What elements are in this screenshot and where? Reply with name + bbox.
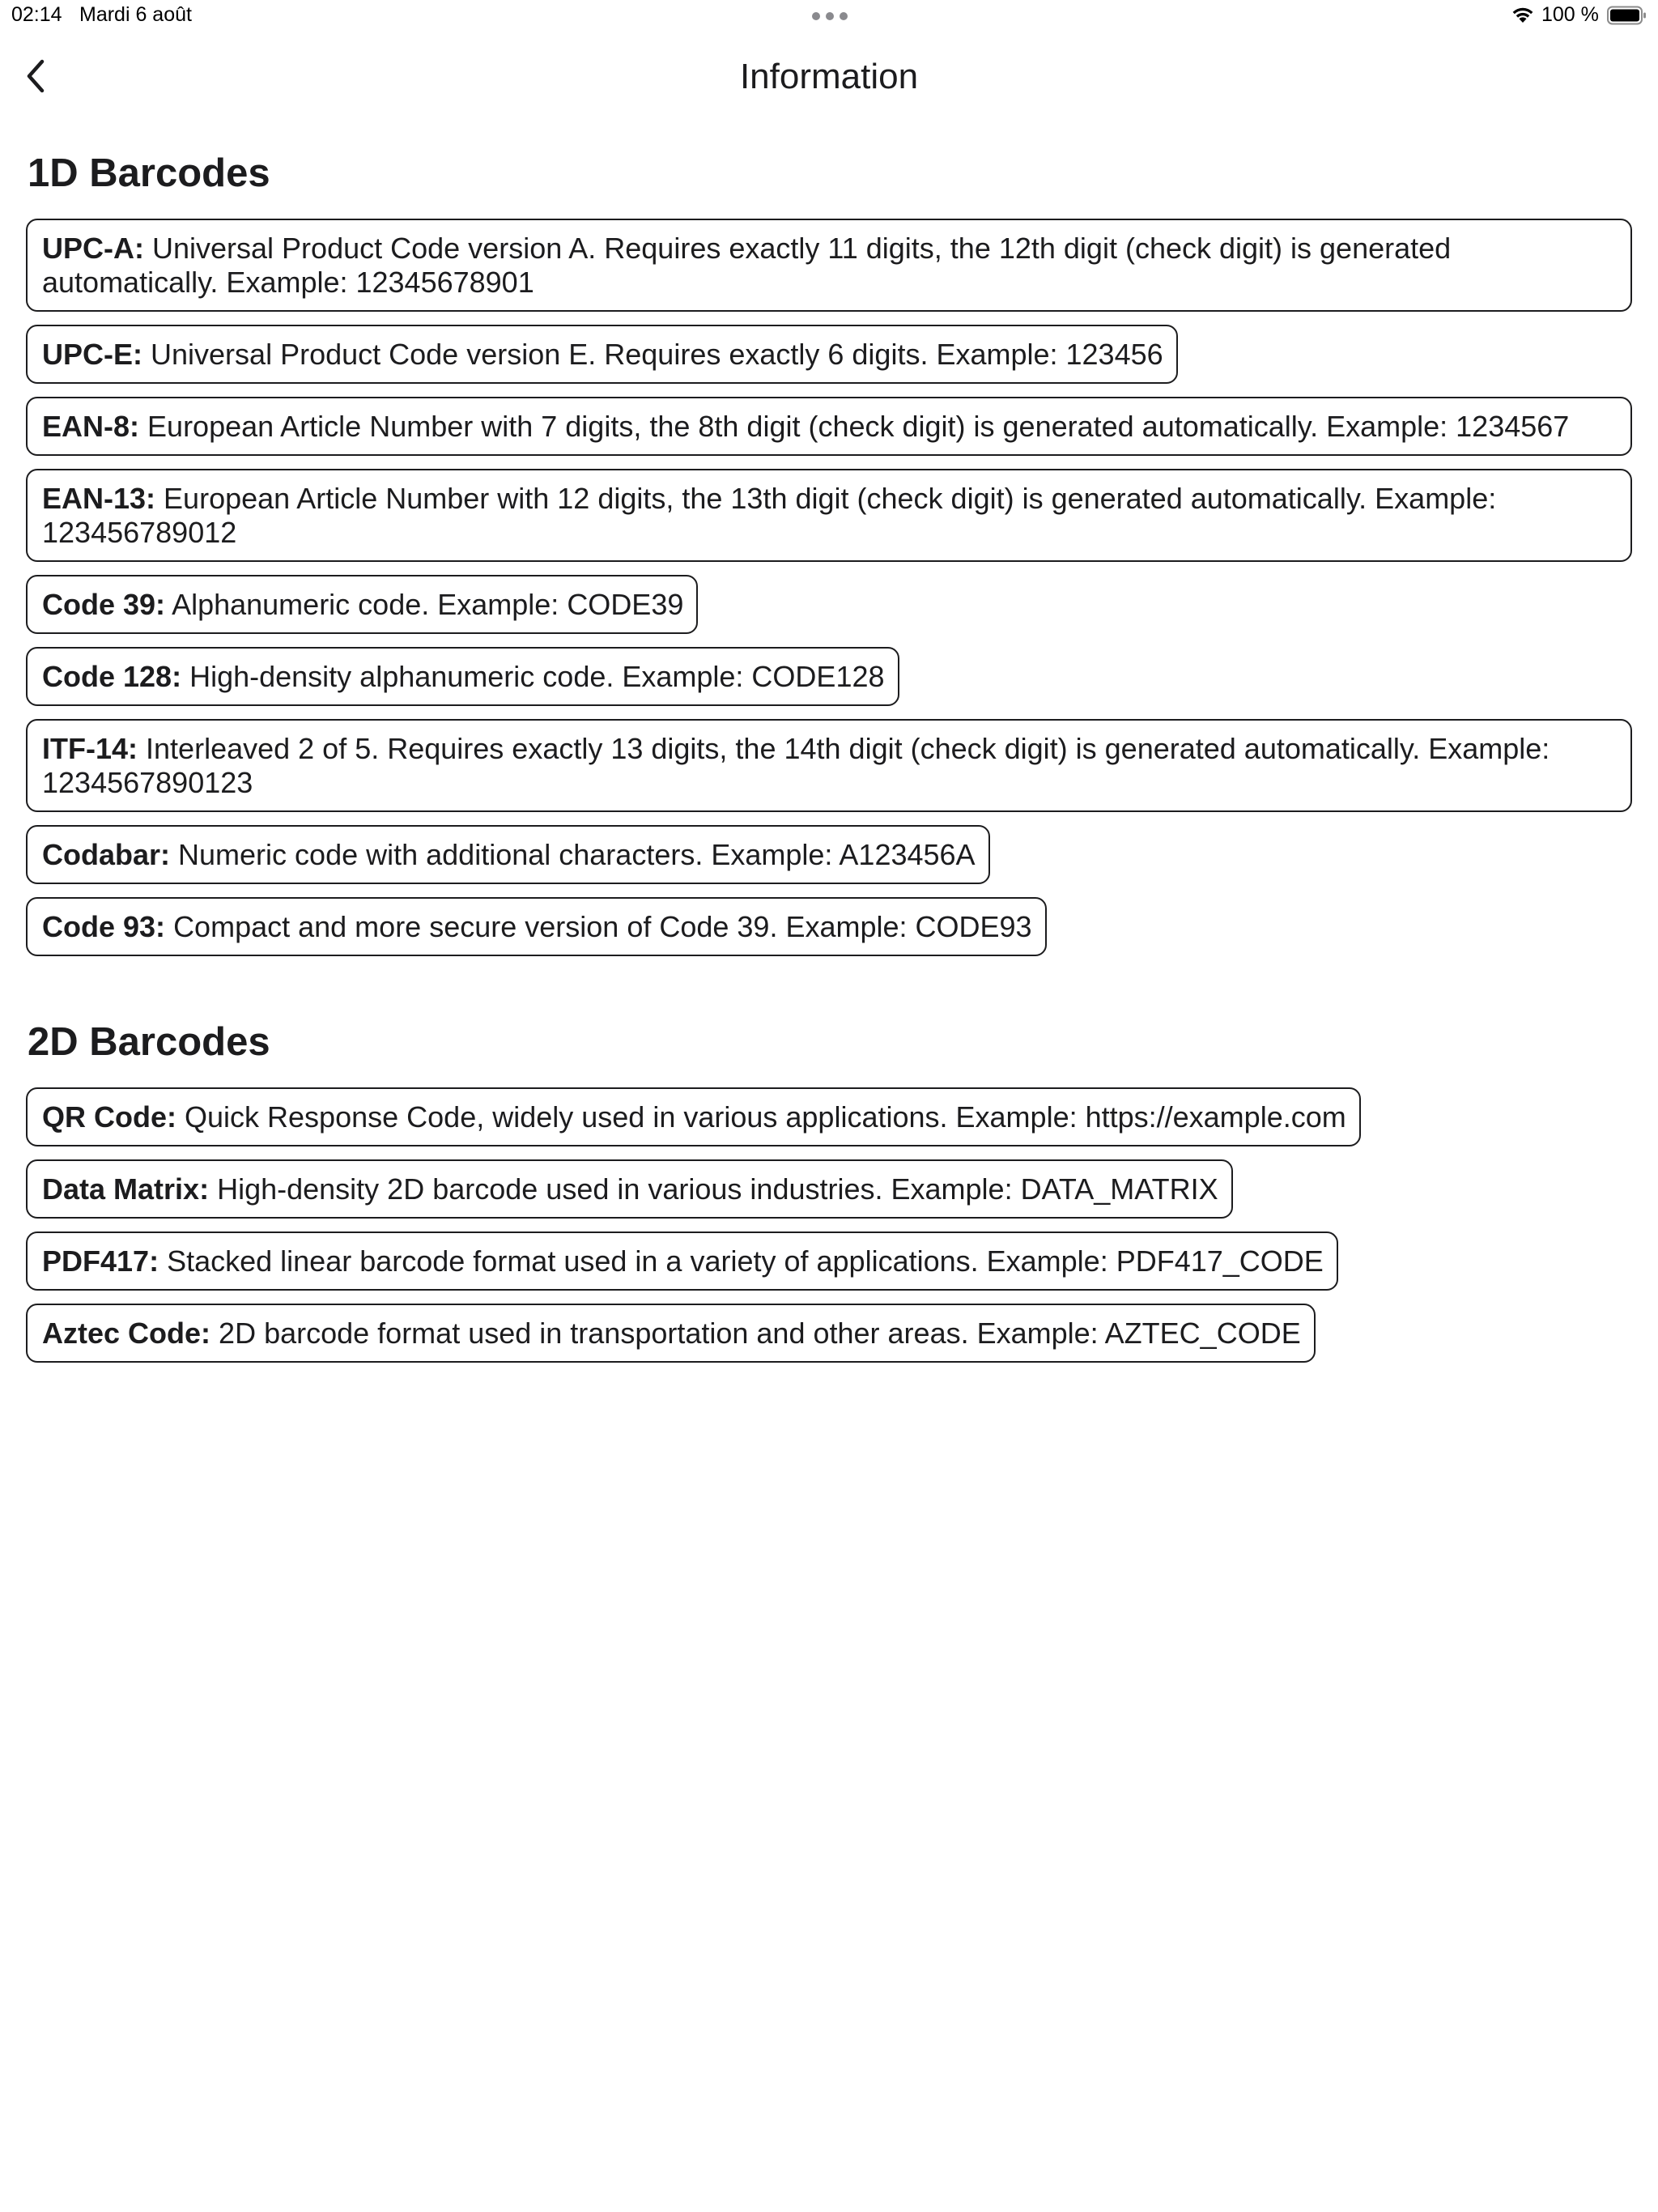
wifi-icon (1511, 5, 1535, 24)
barcode-description: Quick Response Code, widely used in various applications. Example: https://example.com (185, 1100, 1346, 1134)
barcode-item-pdf417 (26, 1231, 1338, 1291)
barcode-name: QR Code: (42, 1100, 176, 1134)
section-1d-barcodes (26, 151, 1632, 969)
barcode-item-upc-a (26, 219, 1632, 312)
barcode-description: High-density 2D barcode used in various industries. Example: DATA_MATRIX (217, 1172, 1218, 1206)
barcode-list (26, 219, 1632, 969)
section-heading: 1D Barcodes (28, 151, 270, 195)
barcode-item-ean-13 (26, 469, 1632, 562)
page-title: Information (739, 57, 919, 96)
barcode-item-qr-code (26, 1087, 1361, 1146)
status-bar (0, 0, 1658, 32)
barcode-item-itf-14 (26, 719, 1632, 812)
barcode-name: PDF417: (42, 1244, 159, 1278)
battery-icon (1607, 6, 1647, 25)
barcode-name: Code 128: (42, 660, 182, 693)
barcode-name: Data Matrix: (42, 1172, 210, 1206)
barcode-item-codabar (26, 825, 990, 884)
barcode-item-aztec-code (26, 1304, 1316, 1363)
barcode-name: EAN-8: (42, 410, 140, 443)
barcode-description: Interleaved 2 of 5. Requires exactly 13 digits, the 14th digit (check digit) is generated automatically. Example: 1234567890123 (42, 732, 1550, 799)
barcode-item-upc-e (26, 325, 1178, 384)
barcode-name: Codabar: (42, 838, 171, 871)
barcode-name: ITF-14: (42, 732, 138, 765)
barcode-description: Universal Product Code version E. Requires exactly 6 digits. Example: 123456 (151, 338, 1163, 371)
multitask-dots-icon[interactable] (812, 12, 848, 20)
barcode-description: 2D barcode format used in transportation and other areas. Example: AZTEC_CODE (219, 1317, 1301, 1350)
barcode-description: Numeric code with additional characters. Example: A123456A (178, 838, 976, 871)
barcode-description: Universal Product Code version A. Requires exactly 11 digits, the 12th digit (check digit) is generated automatically. Example: 12345678901 (42, 232, 1452, 299)
section-heading: 2D Barcodes (28, 1020, 270, 1064)
barcode-description: High-density alphanumeric code. Example: CODE128 (189, 660, 885, 693)
barcode-name: Code 39: (42, 588, 166, 621)
barcode-description: European Article Number with 7 digits, the 8th digit (check digit) is generated automatically. Example: 1234567 (147, 410, 1570, 443)
status-time: 02:14 (11, 3, 62, 26)
barcode-name: UPC-E: (42, 338, 142, 371)
barcode-description: Alphanumeric code. Example: CODE39 (172, 588, 684, 621)
barcode-item-code-39 (26, 575, 698, 634)
barcode-name: Aztec Code: (42, 1317, 211, 1350)
barcode-item-code-128 (26, 647, 899, 706)
barcode-name: Code 93: (42, 910, 166, 943)
barcode-name: UPC-A: (42, 232, 144, 265)
barcode-description: Compact and more secure version of Code 39. Example: CODE93 (173, 910, 1032, 943)
battery-percentage: 100 % (1541, 3, 1599, 26)
section-2d-barcodes (26, 1019, 1632, 1376)
barcode-description: Stacked linear barcode format used in a variety of applications. Example: PDF417_CODE (167, 1244, 1324, 1278)
barcode-item-ean-8 (26, 397, 1632, 456)
barcode-item-code-93 (26, 897, 1047, 956)
barcode-item-data-matrix (26, 1159, 1233, 1219)
status-date: Mardi 6 août (79, 3, 192, 26)
barcode-description: European Article Number with 12 digits, the 13th digit (check digit) is generated automatically. Example: 123456789012 (42, 482, 1497, 549)
barcode-list (26, 1087, 1632, 1376)
content (26, 151, 1632, 1376)
barcode-name: EAN-13: (42, 482, 156, 515)
